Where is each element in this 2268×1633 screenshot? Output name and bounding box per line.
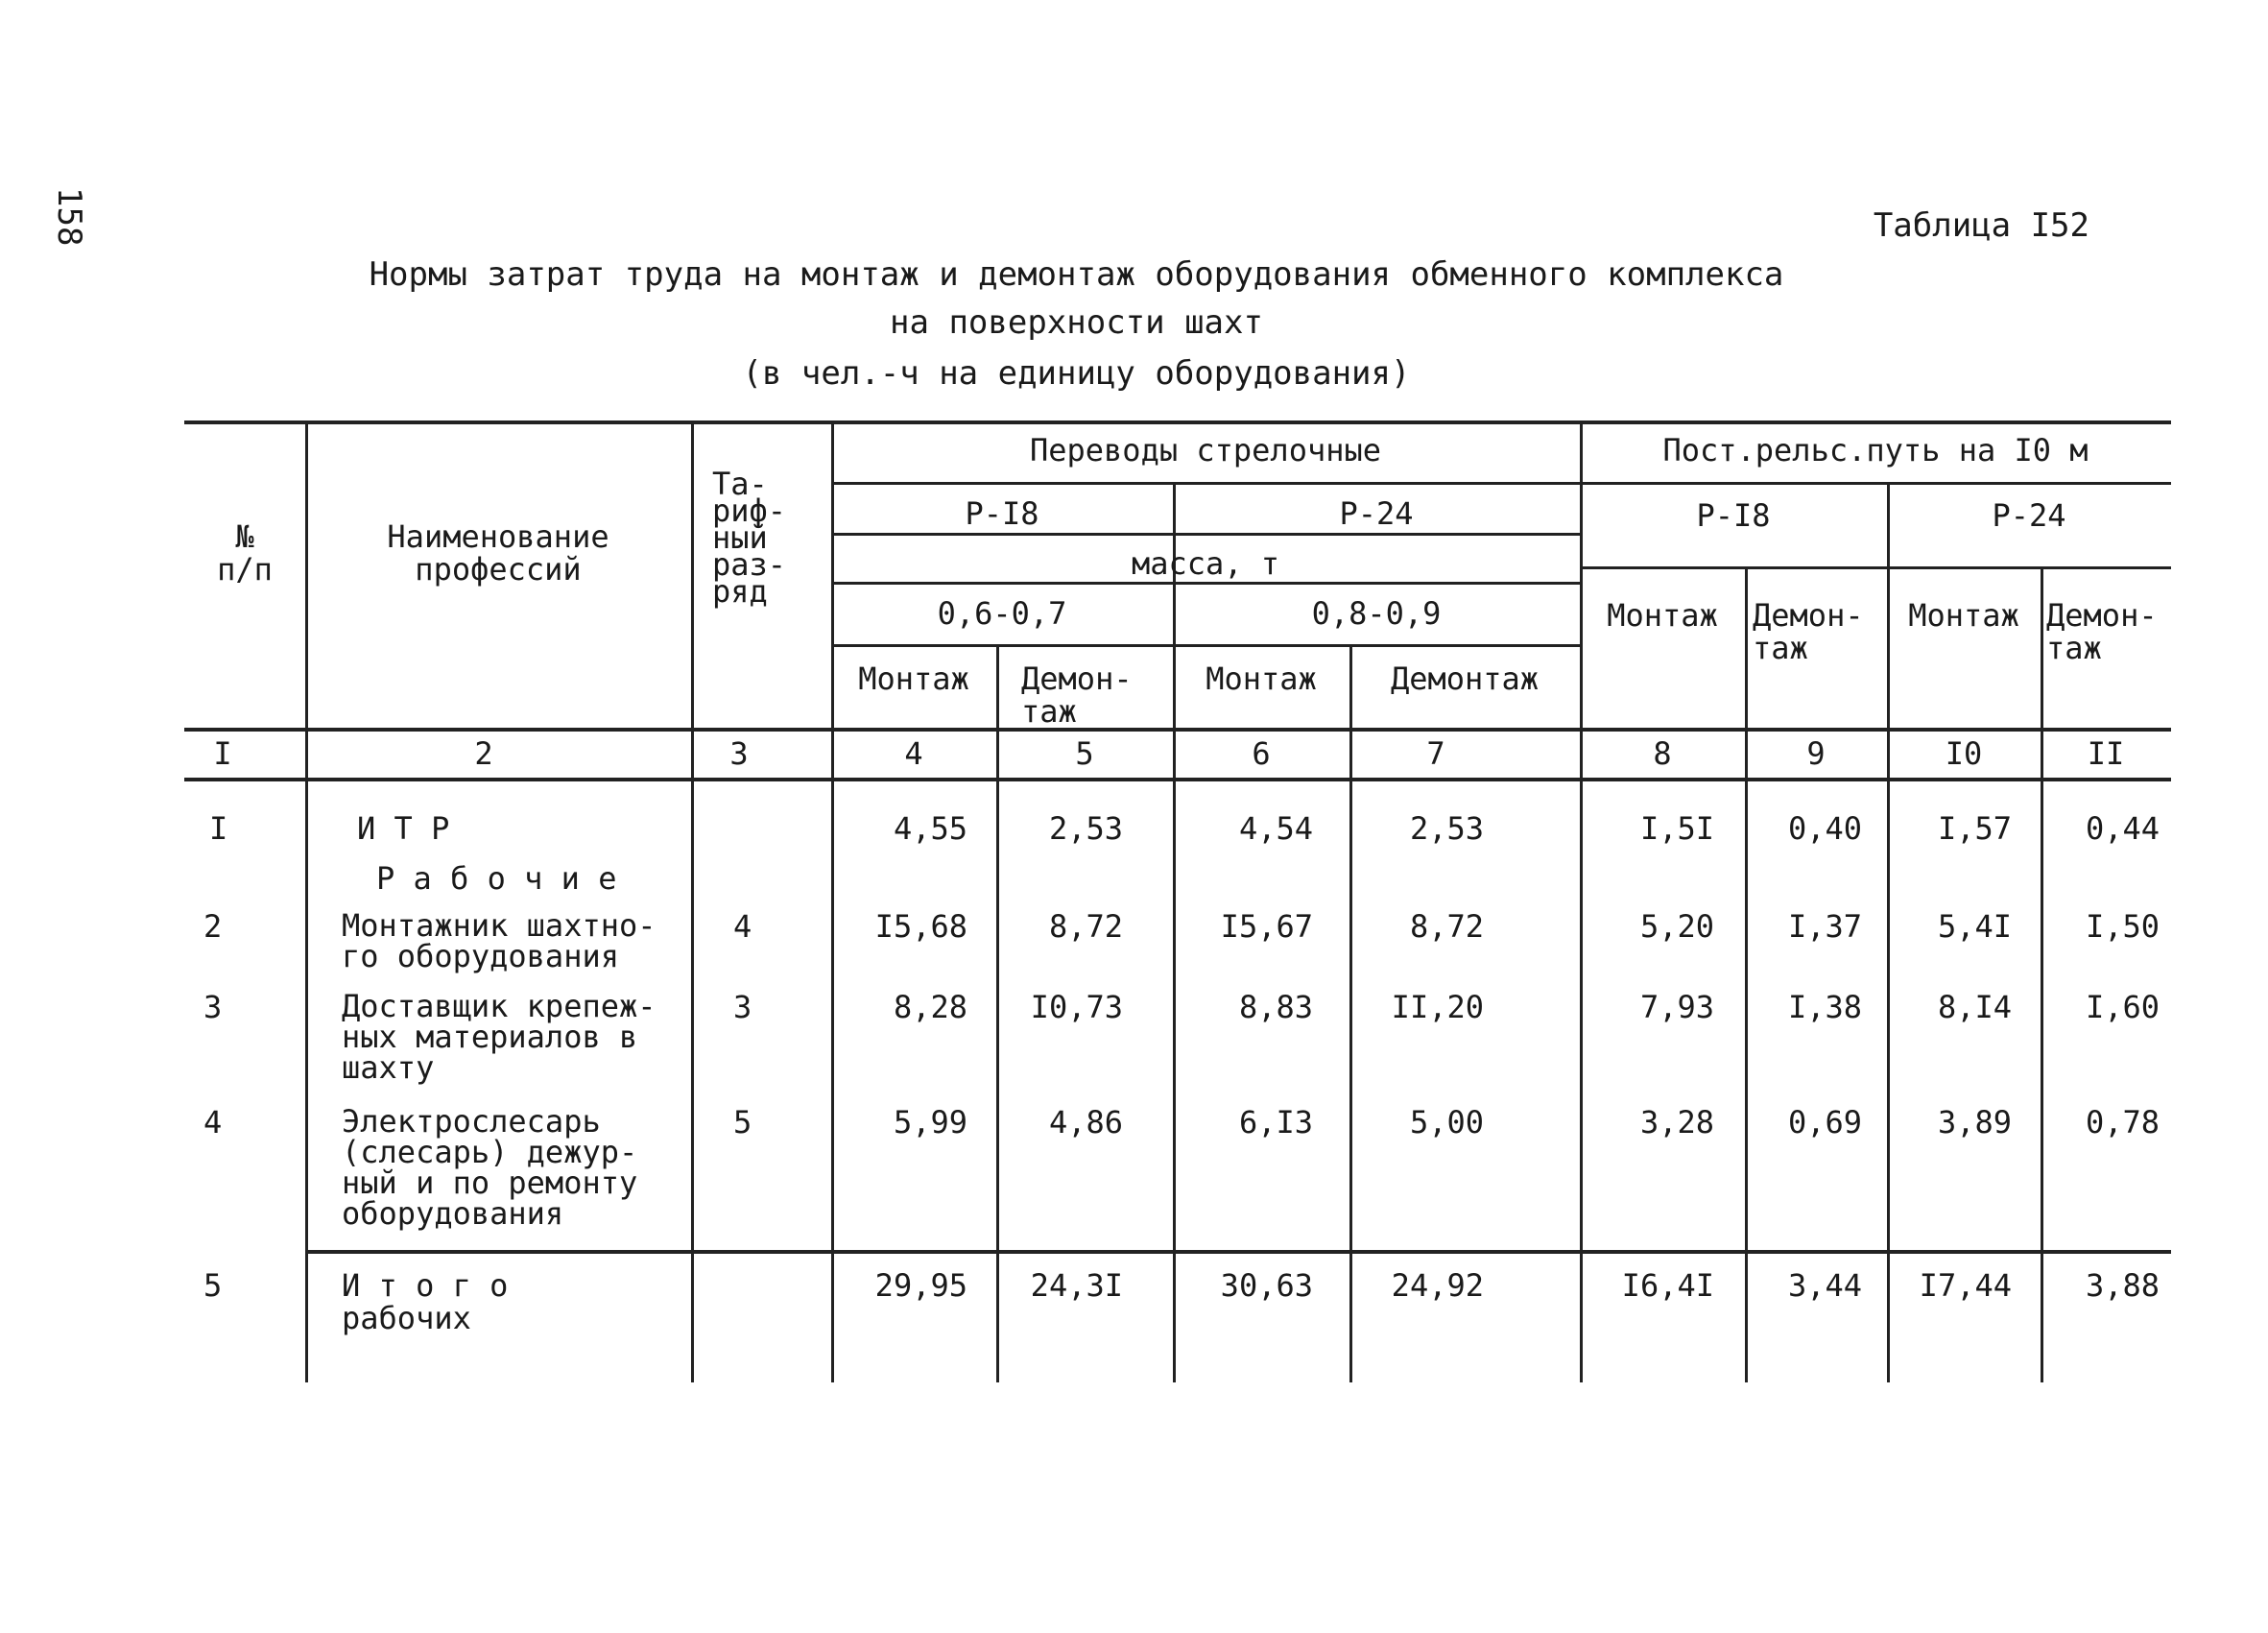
header-p24-switches: Р-24 xyxy=(1339,495,1414,532)
col-divider-8 xyxy=(1745,566,1748,1382)
col-divider-5b xyxy=(1173,582,1176,1382)
rule-above-total xyxy=(305,1250,2171,1254)
row1-val-9: 0,40 xyxy=(1787,810,1862,847)
col-number-11: II xyxy=(2087,735,2125,772)
row5-val-11: 3,88 xyxy=(2085,1267,2160,1304)
header-row-number: № п/п xyxy=(217,518,273,588)
row2-number: 2 xyxy=(203,908,223,945)
row4-name: Электрослесарь (слесарь) дежур- ный и по ремонту оборудования xyxy=(342,1103,638,1232)
col-number-2: 2 xyxy=(474,735,493,772)
row3-name: Доставщик крепеж- ных материалов в шахту xyxy=(342,988,657,1086)
row5-val-6: 30,63 xyxy=(1220,1267,1313,1304)
header-mass: масса, т xyxy=(1131,545,1280,582)
col-number-5: 5 xyxy=(1075,735,1094,772)
col-number-3: 3 xyxy=(729,735,749,772)
row1-val-6: 4,54 xyxy=(1238,810,1313,847)
row1-val-10: I,57 xyxy=(1937,810,2012,847)
col-number-6: 6 xyxy=(1252,735,1271,772)
row3-val-5: I0,73 xyxy=(1030,989,1123,1025)
header-tariff-grade: Та- риф- ный раз- ряд xyxy=(712,466,787,610)
row4-val-4: 5,99 xyxy=(893,1104,967,1141)
col-number-7: 7 xyxy=(1426,735,1445,772)
row1-val-11: 0,44 xyxy=(2085,810,2160,847)
header-col4-mount: Монтаж xyxy=(858,660,969,697)
col-divider-10 xyxy=(2041,566,2043,1382)
header-col5-dismount: Демон- таж xyxy=(1021,660,1133,730)
header-p24-track: Р-24 xyxy=(1992,497,2066,534)
row4-val-8: 3,28 xyxy=(1639,1104,1714,1141)
header-mass-range-2: 0,8-0,9 xyxy=(1311,595,1442,632)
rule-under-p-types-b xyxy=(1580,566,2171,569)
row4-val-10: 3,89 xyxy=(1937,1104,2012,1141)
col-number-9: 9 xyxy=(1806,735,1826,772)
rule-under-header xyxy=(184,728,2171,732)
row4-val-6: 6,I3 xyxy=(1238,1104,1313,1141)
header-col8-mount: Монтаж xyxy=(1607,597,1718,634)
row5-val-4: 29,95 xyxy=(874,1267,967,1304)
row1-val-5: 2,53 xyxy=(1048,810,1123,847)
table-top-rule xyxy=(184,420,2171,424)
row1-number: I xyxy=(209,810,228,847)
row5-name: И т о г о рабочих xyxy=(342,1267,509,1336)
col-number-10: I0 xyxy=(1945,735,1983,772)
header-col11-dismount: Демон- таж xyxy=(2046,597,2158,666)
row2-val-8: 5,20 xyxy=(1639,908,1714,945)
row2-name: Монтажник шахтно- го оборудования xyxy=(342,907,657,974)
row2-val-4: I5,68 xyxy=(874,908,967,945)
row2-val-5: 8,72 xyxy=(1048,908,1123,945)
row3-val-4: 8,28 xyxy=(893,989,967,1025)
row1-val-8: I,5I xyxy=(1639,810,1714,847)
row3-grade: 3 xyxy=(733,989,752,1025)
row2-val-7: 8,72 xyxy=(1409,908,1484,945)
header-profession-name: Наименование профессий xyxy=(387,518,609,588)
row2-val-6: I5,67 xyxy=(1220,908,1313,945)
row2-val-11: I,50 xyxy=(2085,908,2160,945)
header-col7-dismount: Демонтаж xyxy=(1390,660,1540,697)
page-number: 158 xyxy=(50,187,88,247)
header-col9-dismount: Демон- таж xyxy=(1753,597,1864,666)
rule-under-mass xyxy=(831,582,1580,585)
table-label: Таблица I52 xyxy=(1873,206,2089,245)
table-title-line-1: Нормы затрат труда на монтаж и демонтаж оборудования обменного комплекса xyxy=(369,255,1784,294)
rule-under-col-numbers xyxy=(184,778,2171,781)
row3-val-7: II,20 xyxy=(1391,989,1484,1025)
row5-val-9: 3,44 xyxy=(1787,1267,1862,1304)
row4-number: 4 xyxy=(203,1104,223,1141)
rule-under-p-types xyxy=(831,533,1580,536)
row1-val-7: 2,53 xyxy=(1409,810,1484,847)
row3-val-10: 8,I4 xyxy=(1937,989,2012,1025)
row4-val-7: 5,00 xyxy=(1409,1104,1484,1141)
header-group-rail-track: Пост.рельс.путь на I0 м xyxy=(1662,432,2089,468)
row4-val-11: 0,78 xyxy=(2085,1104,2160,1141)
table-title-line-3: (в чел.-ч на единицу оборудования) xyxy=(742,354,1411,393)
row3-number: 3 xyxy=(203,989,223,1025)
row3-val-8: 7,93 xyxy=(1639,989,1714,1025)
row1-name: И Т Р xyxy=(357,810,450,847)
row5-val-10: I7,44 xyxy=(1919,1267,2012,1304)
row2-grade: 4 xyxy=(733,908,752,945)
workers-subheading: Р а б о ч и е xyxy=(376,860,617,897)
col-number-8: 8 xyxy=(1653,735,1672,772)
table-title-line-2: на поверхности шахт xyxy=(890,303,1263,342)
header-p18-switches: Р-I8 xyxy=(965,495,1039,532)
row2-val-9: I,37 xyxy=(1787,908,1862,945)
col-number-4: 4 xyxy=(904,735,923,772)
header-group-switches: Переводы стрелочные xyxy=(1029,432,1382,468)
row3-val-9: I,38 xyxy=(1787,989,1862,1025)
row4-grade: 5 xyxy=(733,1104,752,1141)
row5-val-7: 24,92 xyxy=(1391,1267,1484,1304)
header-col10-mount: Монтаж xyxy=(1908,597,2019,634)
row5-number: 5 xyxy=(203,1267,223,1304)
header-col6-mount: Монтаж xyxy=(1206,660,1317,697)
row3-val-6: 8,83 xyxy=(1238,989,1313,1025)
row4-val-9: 0,69 xyxy=(1787,1104,1862,1141)
col-divider-7 xyxy=(1580,422,1583,1382)
col-number-1: I xyxy=(213,735,232,772)
col-divider-2 xyxy=(691,422,694,1382)
row2-val-10: 5,4I xyxy=(1937,908,2012,945)
row4-val-5: 4,86 xyxy=(1048,1104,1123,1141)
row3-val-11: I,60 xyxy=(2085,989,2160,1025)
row5-val-8: I6,4I xyxy=(1621,1267,1714,1304)
header-mass-range-1: 0,6-0,7 xyxy=(937,595,1067,632)
rule-under-mass-values xyxy=(831,644,1580,647)
row1-val-4: 4,55 xyxy=(893,810,967,847)
row5-val-5: 24,3I xyxy=(1030,1267,1123,1304)
header-p18-track: Р-I8 xyxy=(1696,497,1771,534)
rule-under-groups xyxy=(831,482,2171,485)
